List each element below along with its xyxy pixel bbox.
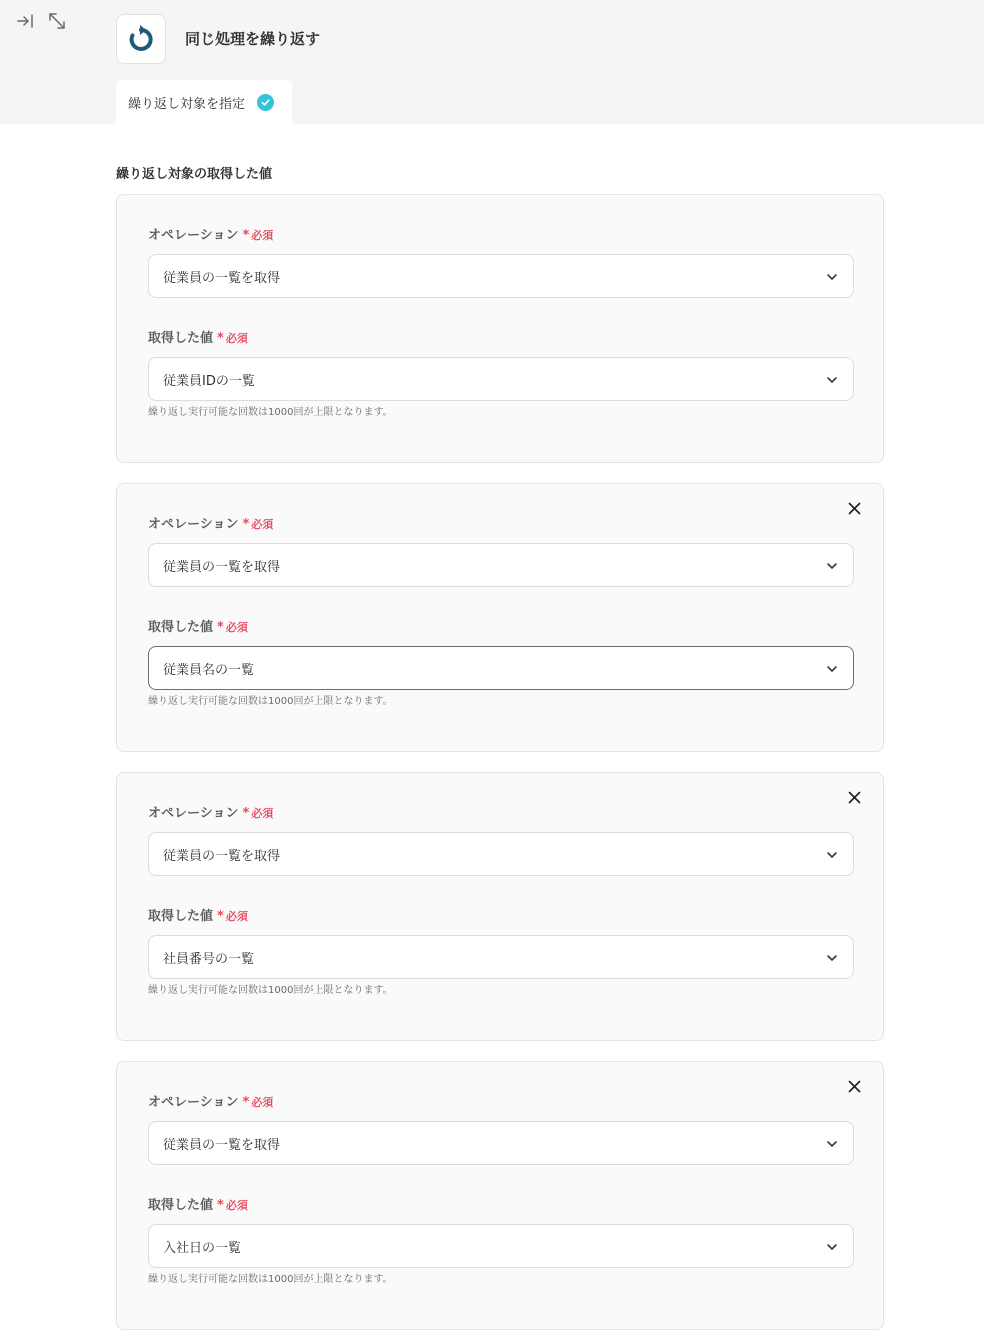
close-icon[interactable]	[845, 788, 863, 806]
limit-hint: 繰り返し実行可能な回数は1000回が上限となります。	[148, 696, 393, 707]
required-text: 必須	[225, 332, 248, 345]
value-select[interactable]: 社員番号の一覧	[148, 935, 854, 979]
required-asterisk: *	[242, 1095, 250, 1110]
required-text: 必須	[251, 229, 274, 242]
required-asterisk: *	[242, 228, 250, 243]
section-title: 繰り返し対象の取得した値	[116, 167, 273, 182]
limit-hint: 繰り返し実行可能な回数は1000回が上限となります。	[148, 407, 393, 418]
chevron-down-icon	[825, 848, 839, 862]
required-asterisk: *	[217, 620, 224, 635]
limit-hint: 繰り返し実行可能な回数は1000回が上限となります。	[148, 985, 393, 996]
repeat-target-card	[116, 1061, 884, 1330]
check-circle-icon	[257, 94, 274, 111]
required-text: 必須	[251, 1096, 274, 1109]
repeat-target-card	[116, 194, 884, 463]
operation-select[interactable]: 従業員の一覧を取得	[148, 832, 854, 876]
required-asterisk: *	[242, 517, 250, 532]
chevron-down-icon	[825, 373, 839, 387]
value-label: 取得した値 * 必須	[148, 909, 248, 924]
operation-label: オペレーション * 必須	[148, 517, 274, 532]
loop-refresh-icon	[126, 24, 156, 54]
operation-select[interactable]: 従業員の一覧を取得	[148, 254, 854, 298]
operation-label: オペレーション * 必須	[148, 1095, 274, 1110]
tab-label: 繰り返し対象を指定	[128, 96, 246, 112]
value-label: 取得した値 * 必須	[148, 1198, 248, 1213]
required-text: 必須	[225, 910, 248, 923]
chevron-down-icon	[825, 270, 839, 284]
chevron-down-icon	[825, 559, 839, 573]
chevron-down-icon	[825, 951, 839, 965]
required-asterisk: *	[217, 909, 224, 924]
tab-specify-target[interactable]	[116, 80, 292, 124]
operation-label: オペレーション * 必須	[148, 806, 274, 821]
header	[0, 0, 984, 124]
chevron-down-icon	[825, 662, 839, 676]
collapse-panel-icon[interactable]	[14, 10, 36, 32]
value-select[interactable]: 従業員名の一覧	[148, 646, 854, 690]
close-icon[interactable]	[845, 499, 863, 517]
required-asterisk: *	[242, 806, 250, 821]
value-select[interactable]: 入社日の一覧	[148, 1224, 854, 1268]
value-select[interactable]: 従業員IDの一覧	[148, 357, 854, 401]
value-label: 取得した値 * 必須	[148, 620, 248, 635]
operation-select[interactable]: 従業員の一覧を取得	[148, 543, 854, 587]
required-asterisk: *	[217, 1198, 224, 1213]
expand-diagonal-icon[interactable]	[46, 10, 68, 32]
app-title: 同じ処理を繰り返す	[185, 30, 321, 48]
chevron-down-icon	[825, 1137, 839, 1151]
operation-label: オペレーション * 必須	[148, 228, 274, 243]
required-text: 必須	[225, 1199, 248, 1212]
required-asterisk: *	[217, 331, 224, 346]
chevron-down-icon	[825, 1240, 839, 1254]
operation-select[interactable]: 従業員の一覧を取得	[148, 1121, 854, 1165]
required-text: 必須	[251, 518, 274, 531]
limit-hint: 繰り返し実行可能な回数は1000回が上限となります。	[148, 1274, 393, 1285]
app-icon	[116, 14, 166, 64]
repeat-target-card	[116, 772, 884, 1041]
close-icon[interactable]	[845, 1077, 863, 1095]
required-text: 必須	[225, 621, 248, 634]
repeat-target-card	[116, 483, 884, 752]
required-text: 必須	[251, 807, 274, 820]
value-label: 取得した値 * 必須	[148, 331, 248, 346]
